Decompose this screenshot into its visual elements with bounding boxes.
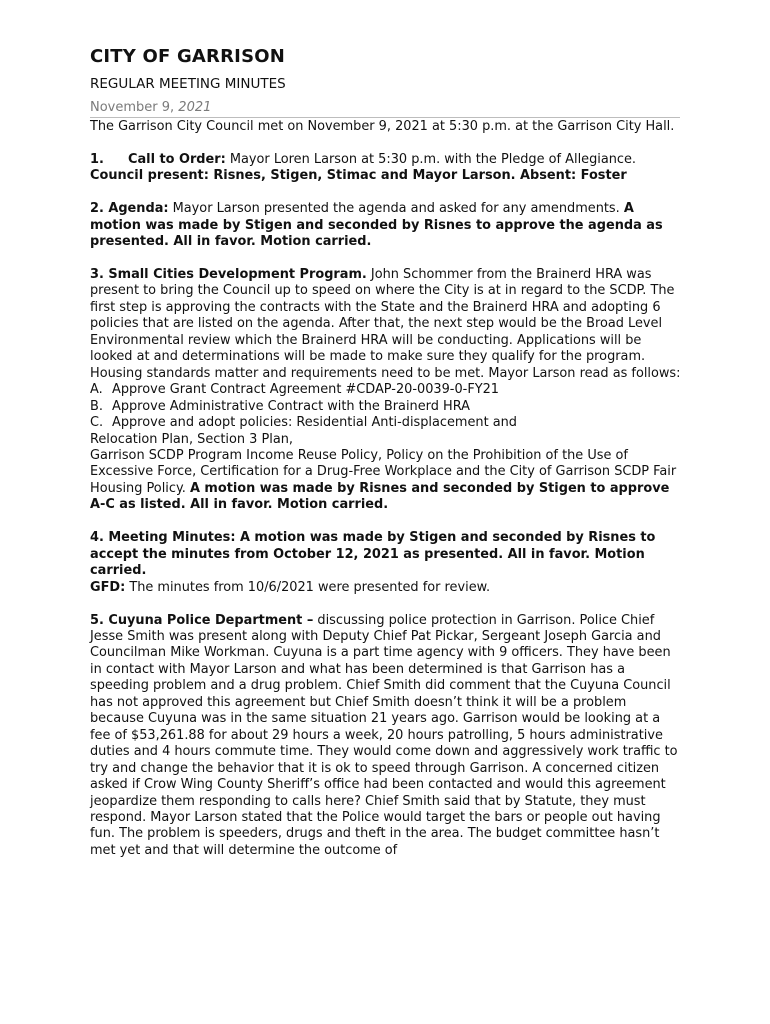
list-item-text: Approve Grant Contract Agreement #CDAP-20-0039-0-FY21: [112, 382, 500, 398]
list-item-text: Approve and adopt policies: Residential Anti-displacement and: [112, 415, 517, 431]
list-item-marker: C.: [90, 415, 104, 431]
list-item-marker: B.: [90, 398, 103, 414]
section-3-motion: A motion was made by Risnes and seconded by Stigen to approve A-C as listed. All in favor. Motion carried.: [90, 480, 670, 513]
section-3-continuation-1: Relocation Plan, Section 3 Plan,: [90, 431, 293, 447]
section-4-gfd: [90, 580, 682, 596]
document-subtitle: REGULAR MEETING MINUTES: [90, 76, 286, 92]
section-2-text: Mayor Larson presented the agenda and asked for any amendments.: [168, 201, 624, 217]
section-5-heading: 5. Cuyuna Police Department –: [90, 612, 314, 628]
intro-paragraph: The Garrison City Council met on November 9, 2021 at 5:30 p.m. at the Garrison City Hall.: [90, 119, 675, 134]
section-3-heading: 3. Small Cities Development Program.: [90, 267, 367, 283]
section-3-text: John Schommer from the Brainerd HRA was present to bring the Council up to speed on where the City is at in regard to the SCDP. The first step is approving the contracts with the State and the Brainerd HRA and adopting 6 policies that are listed on the agenda. After that, the next step would be the Broad Level Environmental review which the Brainerd HRA will be conducting. Applications will be looked at and determinations will be made to make sure they qualify for the program. Housing standards matter and requirements need to be met. Mayor Larson read as follows:: [90, 267, 681, 381]
meeting-date-year: 2021: [178, 100, 212, 115]
section-call-to-order: [90, 152, 682, 185]
section-2-heading: 2. Agenda:: [90, 201, 169, 217]
section-agenda: [90, 201, 682, 250]
meeting-date: [90, 100, 680, 118]
section-3-continuation-2: [90, 448, 682, 514]
section-1-present: Council present: Risnes, Stigen, Stimac and Mayor Larson. Absent: Foster: [90, 168, 627, 184]
list-item: [90, 415, 682, 431]
list-item-marker: A.: [90, 382, 103, 398]
section-3-policies: Garrison SCDP Program Income Reuse Policy, Policy on the Prohibition of the Use of Excessive Force, Certification for a Drug-Free Workplace and the City of Garrison SCDP Fair Housing Policy.: [90, 448, 677, 496]
section-2-motion: A motion was made by Stigen and seconded by Risnes to approve the agenda as presented. All in favor. Motion carried.: [90, 201, 663, 250]
section-police-department: [90, 613, 682, 860]
section-4-heading: 4. Meeting Minutes: A motion was made by Stigen and seconded by Risnes to accept the minutes from October 12, 2021 as presented. All in favor. Motion carried.: [90, 530, 656, 579]
list-item-text: Approve Administrative Contract with the Brainerd HRA: [112, 398, 470, 414]
gfd-text: The minutes from 10/6/2021 were presented for review.: [125, 579, 491, 595]
gfd-label: GFD:: [90, 579, 126, 595]
list-item: [90, 382, 682, 398]
section-meeting-minutes: [90, 530, 682, 579]
section-1-heading: Call to Order:: [128, 151, 226, 167]
document-title: CITY OF GARRISON: [90, 46, 286, 67]
section-1-number: 1.: [90, 151, 104, 167]
minutes-body: [90, 119, 682, 859]
meeting-date-prefix: November 9,: [90, 100, 179, 115]
section-1-text: Mayor Loren Larson at 5:30 p.m. with the Pledge of Allegiance.: [225, 151, 637, 167]
section-scdp: [90, 267, 682, 382]
section-5-text: discussing police protection in Garrison. Police Chief Jesse Smith was present along with Deputy Chief Pat Pickar, Sergeant Joseph Garcia and Councilman Mike Workman. Cuyuna is a part time agency with 9 officers. They have been in contact with Mayor Larson and what has been determined is that Garrison has a speeding problem and a drug problem. Chief Smith did comment that the Cuyuna Council has not approved this agreement but Chief Smith doesn’t think it will be a problem because Cuyuna was in the same situation 21 years ago. Garrison would be looking at a fee of $53,261.88 for about 29 hours a week, 20 hours patrolling, 5 hours administrative duties and 4 hours commute time. They would come down and aggressively work traffic to try and change the behavior that it is ok to speed through Garrison. A concerned citizen asked if Crow Wing County Sheriff’s office had been contacted and would this agreement jeopardize them responding to calls here? Chief Smith said that by Statute, they must respond. Mayor Larson stated that the Police would target the bars or people out having fun. The problem is speeders, drugs and theft in the area. The budget committee hasn’t met yet and that will determine the outcome of: [90, 612, 678, 858]
list-item: [90, 399, 682, 415]
